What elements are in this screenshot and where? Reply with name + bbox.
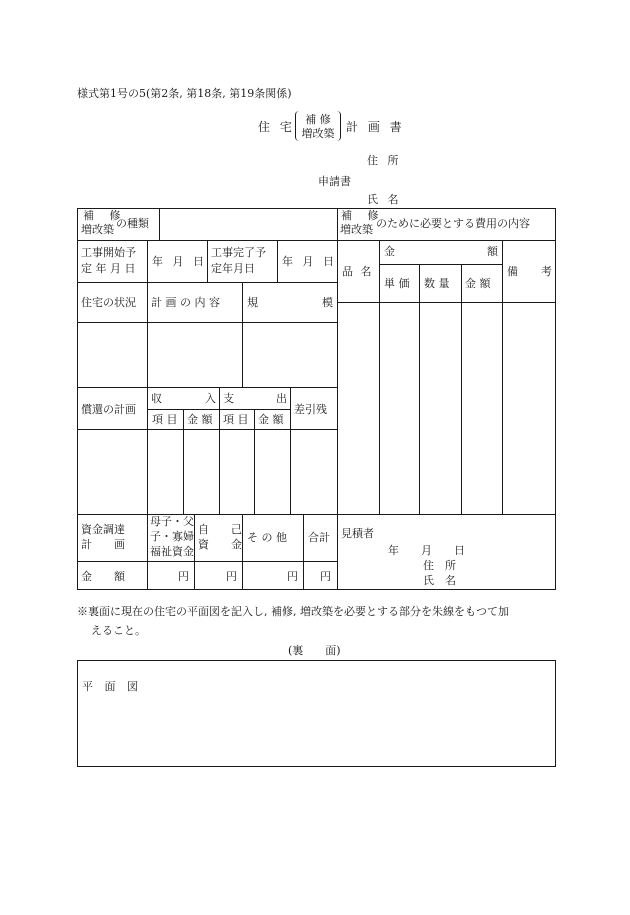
own-funds-line1: 自 己 (198, 523, 242, 536)
income-a: 収 (151, 392, 162, 405)
address-label: 住 所 (367, 154, 402, 167)
other-funds: そ の 他 (247, 531, 287, 544)
end-ymd: 年 月 日 (282, 255, 337, 268)
yen-total: 円 (320, 570, 331, 583)
page-title: 計 画 書 (346, 120, 405, 134)
repayment-plan: 償還の計画 (81, 403, 136, 416)
floor-plan-label: 平 面 図 (82, 680, 142, 693)
title-brace-top: 補 修 (305, 113, 331, 126)
income-item: 項 目 (152, 413, 178, 426)
estimator: 見積者 (341, 527, 374, 540)
expense-a: 支 (223, 392, 234, 405)
note-line2: えること。 (91, 624, 146, 637)
form-number: 様式第1号の5(第2条, 第18条, 第19条関係) (77, 87, 292, 100)
end-date-line1: 工事完了予 (211, 246, 266, 259)
unit-price: 単 価 (384, 277, 410, 290)
scale-a: 規 (247, 296, 258, 309)
funding-line2: 計 画 (81, 538, 125, 551)
title-prefix: 住 宅 (258, 120, 295, 134)
yen-other: 円 (287, 570, 298, 583)
floor-plan-box (78, 661, 556, 767)
funding-line1: 資金調達 (81, 523, 125, 536)
cost-suffix: のために必要とする費用の内容 (376, 217, 530, 230)
expense-item: 項 目 (223, 413, 249, 426)
cost-top: 補 修 (341, 209, 385, 222)
applicant-label: 申請書 (318, 175, 351, 188)
title-brace-bottom: 増改築 (301, 127, 335, 140)
balance: 差引残 (294, 403, 327, 416)
welfare-line1: 母子・父 (150, 515, 194, 528)
expense-amount: 金 額 (258, 413, 284, 426)
estimate-date: 年 月 日 (388, 544, 465, 557)
kind-suffix: の種類 (116, 217, 149, 230)
amount-label: 金 額 (81, 570, 125, 583)
note-line1: ※裏面に現在の住宅の平面図を記入し, 補修, 増改築を必要とする部分を朱線をもつて加 (77, 605, 509, 618)
house-status: 住宅の状況 (81, 296, 136, 309)
estimator-name: 氏 名 (423, 574, 456, 587)
name-label: 氏 名 (367, 193, 402, 206)
scale-b: 模 (322, 296, 333, 309)
end-date-line2: 定年月日 (211, 262, 255, 275)
remarks-a: 備 (507, 265, 518, 278)
plan-content: 計 画 の 内 容 (151, 296, 220, 309)
income-b: 入 (205, 392, 216, 405)
yen-own: 円 (226, 570, 237, 583)
income-amount: 金 額 (187, 413, 213, 426)
money-b: 額 (487, 245, 498, 258)
money-a: 金 (384, 245, 395, 258)
welfare-line3: 福祉資金 (150, 545, 194, 558)
cost-bottom: 増改築 (340, 223, 373, 236)
estimator-address: 住 所 (423, 559, 456, 572)
amount: 金 額 (465, 277, 491, 290)
kind-top: 補 修 (83, 209, 127, 222)
own-funds-line2: 資 金 (198, 538, 242, 551)
start-ymd: 年 月 日 (152, 255, 207, 268)
total: 合計 (308, 531, 330, 544)
kind-bottom: 増改築 (81, 223, 114, 236)
item-name: 品 名 (342, 265, 374, 278)
welfare-line2: 子・寡婦 (150, 530, 194, 543)
remarks-b: 考 (541, 265, 552, 278)
start-date-line1: 工事開始予 (81, 246, 136, 259)
back-side-label: (裏 面) (288, 644, 341, 657)
quantity: 数 量 (424, 277, 450, 290)
expense-b: 出 (276, 392, 287, 405)
yen-welfare: 円 (178, 570, 189, 583)
start-date-line2: 定 年 月 日 (81, 262, 136, 275)
